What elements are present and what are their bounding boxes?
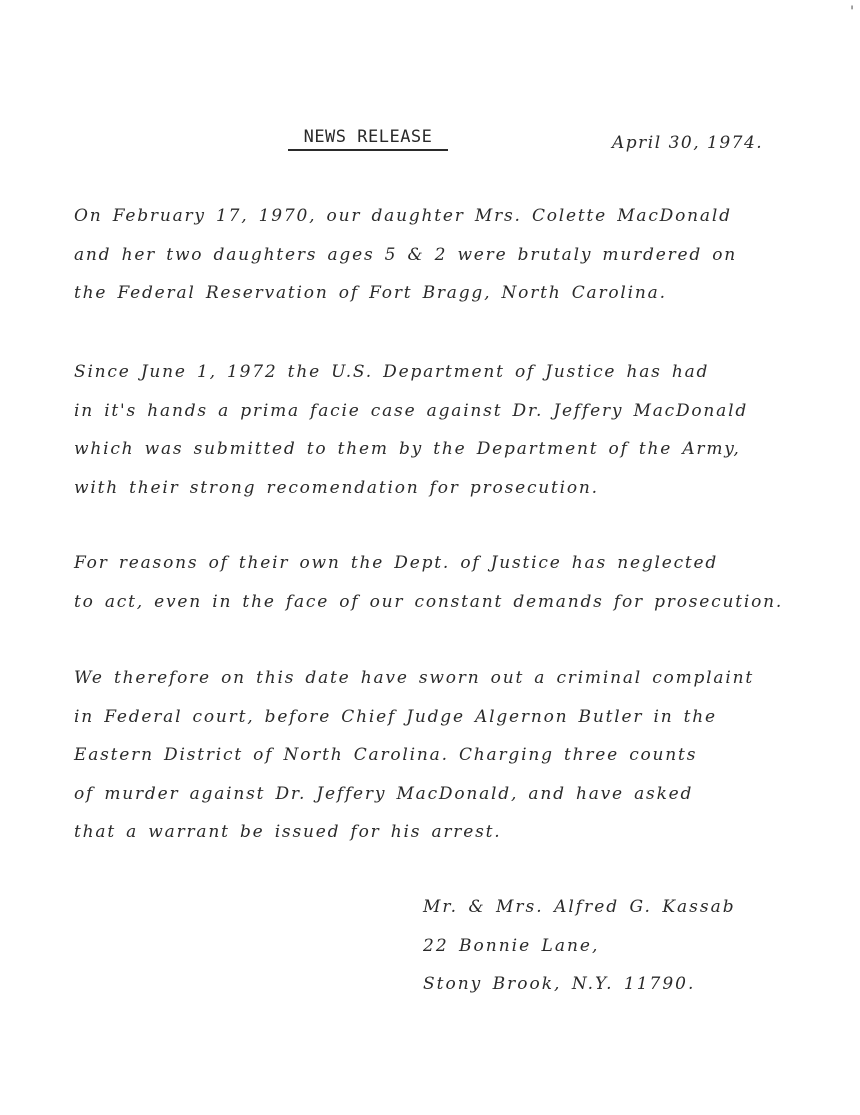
signature-block — [423, 888, 736, 1004]
news-release-title: NEWS RELEASE — [288, 127, 448, 151]
paragraph-line: We therefore on this date have sworn out a criminal complaint — [74, 668, 754, 688]
paragraph-line: to act, even in the face of our constant demands for prosecution. — [74, 591, 784, 612]
paragraph-line: of murder against Dr. Jeffery MacDonald, and have asked — [74, 783, 694, 804]
corner-mark: ' — [850, 4, 854, 20]
paragraph-4 — [74, 659, 754, 852]
paragraph-2 — [74, 353, 748, 507]
release-date: April 30, 1974. — [612, 133, 764, 153]
paragraph-line: On February 17, 1970, our daughter Mrs. Colette MacDonald — [74, 206, 732, 226]
paragraph-line: and her two daughters ages 5 & 2 were brutaly murdered on — [74, 244, 738, 265]
paragraph-line: in it's hands a prima facie case against Dr. Jeffery MacDonald — [74, 400, 749, 421]
signature-name: Mr. & Mrs. Alfred G. Kassab — [423, 897, 736, 917]
signature-city: Stony Brook, N.Y. 11790. — [423, 974, 696, 994]
paragraph-line: Since June 1, 1972 the U.S. Department of Justice has had — [74, 362, 710, 382]
paragraph-line: which was submitted to them by the Department of the Army, — [74, 439, 741, 459]
paragraph-line: Eastern District of North Carolina. Charging three counts — [74, 745, 698, 765]
paragraph-1 — [74, 197, 737, 313]
paragraph-line: that a warrant be issued for his arrest. — [74, 822, 502, 842]
paragraph-line: with their strong recomendation for prosecution. — [74, 477, 599, 498]
paragraph-line: the Federal Reservation of Fort Bragg, North Carolina. — [74, 283, 667, 303]
signature-street: 22 Bonnie Lane, — [423, 935, 600, 956]
paragraph-line: in Federal court, before Chief Judge Algernon Butler in the — [74, 706, 717, 727]
paragraph-line: For reasons of their own the Dept. of Justice has neglected — [74, 553, 719, 573]
paragraph-3 — [74, 544, 783, 621]
